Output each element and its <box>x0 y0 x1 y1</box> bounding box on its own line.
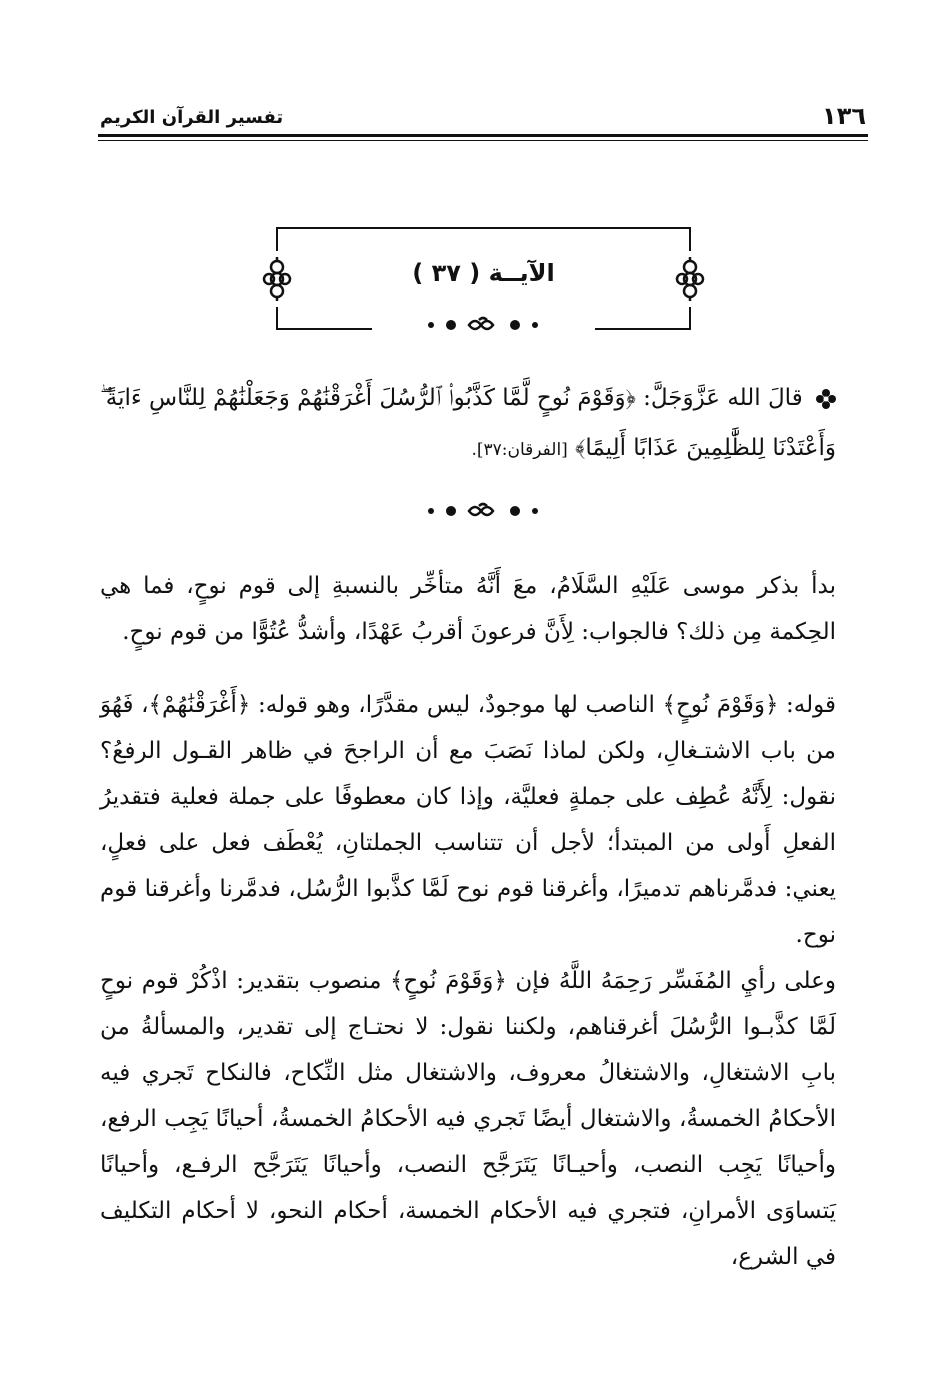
quran-verse-block <box>100 373 836 475</box>
flower-bullet-icon <box>816 389 836 409</box>
header-rule <box>98 134 868 137</box>
header-rule-thin <box>98 140 868 141</box>
knot-ornament-icon <box>260 255 294 303</box>
book-title: تفسير القرآن الكريم <box>100 107 284 128</box>
paragraph-1 <box>100 563 836 655</box>
paragraph-3 <box>100 958 836 1280</box>
quran-citation: [الفرقان:٣٧]. <box>471 440 568 460</box>
paragraph-text: قوله: ﴿وَقَوْمَ نُوحٍ﴾ الناصب لها موجودٌ، ليس مقدَّرًا، وهو قوله: ﴿أَغْرَقْنَٰهُمْ﴾، فَهُوَ من باب الاشتـغالِ، ولكن لماذا نَصَبَ مع أن الراجحَ في ظاهر القـول الرفعُ؟ نقول: لِأَنَّهُ عُطِف على جملةٍ فعليَّة، وإذا كان معطوفًا على جملة فعلية فتقديرُ الفعلِ أَولى من المبتدأ؛ لأجل أن تتناسب الجملتانِ، يُعْطَف فعل على فعلٍ، يعني: فدمَّرناهم تدميرًا، وأغرقنا قوم نوح لَمَّا كذَّبوا الرُّسُل، فدمَّرنا وأغرقنا قوم نوح. <box>100 692 836 948</box>
page-number: ١٣٦ <box>822 102 866 130</box>
quran-intro: قالَ الله عَزَّوَجَلَّ: <box>643 385 803 411</box>
divider-ornament-icon <box>413 316 553 334</box>
paragraph-text: وعلى رأيِ المُفَسِّر رَحِمَهُ اللَّهُ فإن ﴿وَقَوْمَ نُوحٍ﴾ منصوب بتقدير: اذْكُرْ قوم نوحٍ لَمَّا كذَّبـوا الرُّسُلَ أغرقناهم، ولكننا نقول: لا نحتـاج إلى تقدير، والمسألةُ من بابِ الاشتغالِ، والاشتغالُ معروف، والاشتغال مثل النِّكاح، فالنكاح تَجري فيه الأحكامُ الخمسةُ، والاشتغال أيضًا تَجري فيه الأحكامُ الخمسةُ، أحيانًا يَجِب الرفع، وأحيانًا يَجِب النصب، وأحيـانًا يَتَرَجَّح النصب، وأحيانًا يَتَرَجَّح الرفـع، وأحيانًا يَتساوَى الأمرانِ، فتجري فيه الأحكام الخمسة، أحكام النحو، لا أحكام التكليف في الشرع، <box>100 968 836 1270</box>
verse-heading <box>336 255 631 291</box>
verse-heading-label: الآيــة <box>488 259 555 287</box>
divider-ornament-icon <box>413 502 553 520</box>
paragraph-2 <box>100 682 836 958</box>
paragraph-text: بدأ بذكر موسى عَلَيْهِ السَّلَامُ، معَ أَنَّهُ متأخِّر بالنسبةِ إلى قوم نوحٍ، فما هي الحِكمة مِن ذلك؟ فالجواب: لِأَنَّ فرعونَ أقربُ عَهْدًا، وأشدُّ عُتُوًّا من قوم نوحٍ. <box>100 573 836 645</box>
quran-verse: ﴿وَقَوْمَ نُوحٍ لَّمَّا كَذَّبُوا۟ ٱلرُّسُلَ أَغْرَقْنَٰهُمْ وَجَعَلْنَٰهُمْ لِلنَّاسِ ءَايَةً ۖ وَأَعْتَدْنَا لِلظَّٰلِمِينَ عَذَابًا أَلِيمًا﴾ <box>100 385 836 461</box>
verse-heading-number: ( ٣٧ ) <box>412 259 481 287</box>
page-header <box>100 100 866 134</box>
knot-ornament-icon <box>673 255 707 303</box>
